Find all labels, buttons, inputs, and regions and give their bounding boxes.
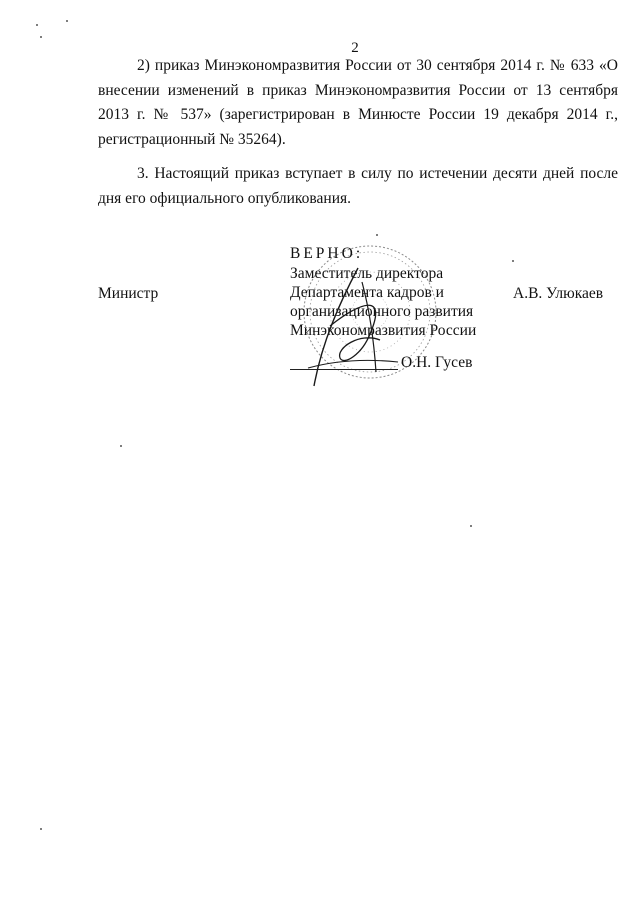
certified-copy-position-line: Заместитель директора — [290, 265, 444, 282]
certified-copy-mark: ВЕРНО: — [290, 245, 364, 262]
scan-speck — [512, 260, 514, 262]
signature-line — [290, 369, 398, 370]
scan-speck — [470, 525, 472, 527]
page-number: 2 — [351, 40, 359, 56]
certified-copy-position-line: организационного развития — [290, 303, 474, 320]
scan-speck — [40, 828, 42, 830]
scan-speck — [376, 234, 378, 236]
scan-speck — [120, 445, 122, 447]
minister-title: Министр — [98, 285, 159, 302]
scan-speck — [40, 36, 42, 38]
minister-name: А.В. Улюкаев — [513, 285, 604, 302]
scan-speck — [66, 20, 68, 22]
scan-speck — [36, 24, 38, 26]
order-item-3-paragraph: 3. Настоящий приказ вступает в силу по истечении десяти дней после дня его официального опубликования. — [98, 165, 618, 207]
certified-copy-position-line: Департамента кадров и — [290, 284, 444, 301]
certified-copy-position-line: Минэкономразвития России — [290, 322, 477, 339]
certified-copy-signer-name: О.Н. Гусев — [401, 354, 473, 371]
order-item-2-paragraph: 2) приказ Минэкономразвития России от 30 сентября 2014 г. № 633 «О внесении изменений в приказ Минэкономразвития России от 13 сентября 2013 г. № 537» (зарегистрирован в Минюсте России 19 декабря 2014 г., регистрационный № 35264). — [98, 57, 618, 148]
